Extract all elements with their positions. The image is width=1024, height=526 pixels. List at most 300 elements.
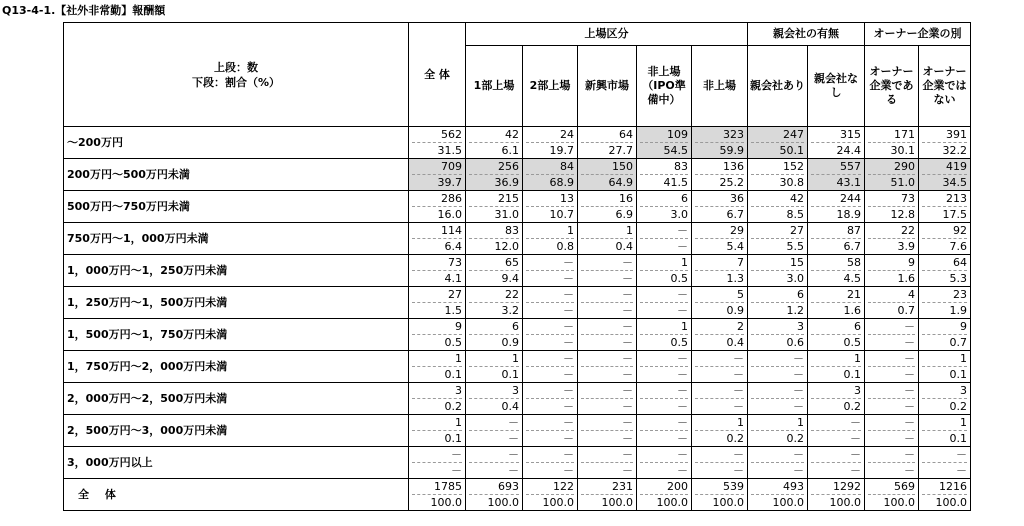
data-cell [748,191,808,223]
cell-count: － [563,448,574,461]
cell-percent: 0.2 [695,430,744,446]
cell-count: － [956,448,967,461]
data-cell [523,479,578,511]
data-cell [578,415,637,447]
cell-percent: 1.9 [922,302,967,318]
cell-count: 6 [512,320,519,333]
cell-count: － [622,384,633,397]
cell-count: 231 [612,480,633,493]
table-row [64,351,971,383]
cell-percent: － [640,302,688,318]
data-cell [748,319,808,351]
cell-count: 1 [681,320,688,333]
data-cell [409,415,466,447]
col-header-total: 全 体 [409,23,466,127]
cell-count: 200 [667,480,688,493]
cell-percent: 31.5 [412,142,462,158]
cell-count: 150 [612,160,633,173]
data-cell [919,319,971,351]
cell-percent: － [640,366,688,382]
table-row [64,191,971,223]
cell-count: 1 [455,416,462,429]
data-cell [409,255,466,287]
cell-count: 73 [448,256,462,269]
data-cell [637,191,692,223]
cell-percent: － [868,398,915,414]
data-cell [578,479,637,511]
cell-percent: － [640,398,688,414]
cell-count: － [677,288,688,301]
cell-count: 213 [946,192,967,205]
data-cell [919,383,971,415]
data-cell [578,287,637,319]
cell-percent: 54.5 [640,142,688,158]
cell-count: 92 [953,224,967,237]
cell-percent: 27.7 [581,142,633,158]
data-cell [637,479,692,511]
cell-percent: 0.4 [695,334,744,350]
data-cell [523,383,578,415]
cell-count: 1 [854,352,861,365]
data-cell [466,319,523,351]
cell-percent: 51.0 [868,174,915,190]
data-cell [748,127,808,159]
cell-percent: － [868,430,915,446]
data-cell [692,127,748,159]
data-cell [409,127,466,159]
data-cell [523,351,578,383]
cell-percent: 41.5 [640,174,688,190]
row-label: 1，000万円～1，250万円未満 [64,255,409,287]
group-header-parent: 親会社の有無 [748,23,865,46]
data-cell [748,383,808,415]
cell-count: － [622,352,633,365]
cell-count: － [793,384,804,397]
cell-percent: 6.4 [412,238,462,254]
cell-count: 391 [946,128,967,141]
data-cell [808,351,865,383]
row-label: 1，250万円～1，500万円未満 [64,287,409,319]
cell-percent: － [751,366,804,382]
table-row [64,447,971,479]
cell-percent: － [581,430,633,446]
cell-percent: 64.9 [581,174,633,190]
cell-count: 83 [674,160,688,173]
cell-percent: 0.1 [412,366,462,382]
cell-count: － [677,224,688,237]
data-cell [748,415,808,447]
cell-percent: 6.7 [811,238,861,254]
cell-count: 6 [681,192,688,205]
data-cell [748,351,808,383]
cell-count: 9 [960,320,967,333]
cell-count: － [677,384,688,397]
cell-percent: 3.2 [469,302,519,318]
data-cell [578,383,637,415]
cell-percent: 0.9 [695,302,744,318]
data-cell [409,351,466,383]
cell-count: 539 [723,480,744,493]
cell-count: 557 [840,160,861,173]
cell-percent: 100.0 [581,494,633,510]
cell-count: － [850,416,861,429]
cell-count: － [563,352,574,365]
data-cell [808,191,865,223]
cell-percent: 0.7 [868,302,915,318]
data-cell [637,415,692,447]
compensation-table [63,22,971,511]
cell-percent: － [868,334,915,350]
cell-count: 36 [730,192,744,205]
cell-percent: 0.5 [811,334,861,350]
cell-percent: 0.4 [581,238,633,254]
data-cell [808,159,865,191]
cell-count: 42 [505,128,519,141]
data-cell [808,479,865,511]
cell-count: 7 [737,256,744,269]
cell-count: － [451,448,462,461]
col-header-emerging: 新興市場 [578,46,637,127]
cell-percent: － [581,398,633,414]
cell-count: 21 [847,288,861,301]
data-cell [865,319,919,351]
cell-count: 27 [790,224,804,237]
cell-percent: 68.9 [526,174,574,190]
cell-percent: 43.1 [811,174,861,190]
col-header-owner-yes: オーナー企業である [865,46,919,127]
cell-percent: － [526,398,574,414]
cell-percent: 10.7 [526,206,574,222]
table-row [64,319,971,351]
cell-percent: － [922,462,967,478]
cell-count: 1 [960,416,967,429]
data-cell [865,223,919,255]
cell-count: 73 [901,192,915,205]
data-cell [523,159,578,191]
cell-count: 65 [505,256,519,269]
data-cell [578,191,637,223]
data-cell [466,159,523,191]
row-label: 3，000万円以上 [64,447,409,479]
cell-percent: 100.0 [469,494,519,510]
data-cell [808,127,865,159]
cell-percent: 39.7 [412,174,462,190]
cell-percent: 0.7 [922,334,967,350]
cell-count: 27 [448,288,462,301]
cell-percent: － [526,366,574,382]
row-label: 750万円～1，000万円未満 [64,223,409,255]
cell-count: 693 [498,480,519,493]
cell-percent: － [469,462,519,478]
cell-percent: 1.6 [868,270,915,286]
cell-count: 29 [730,224,744,237]
cell-count: 1 [512,352,519,365]
cell-count: 15 [790,256,804,269]
data-cell [919,447,971,479]
cell-count: 493 [783,480,804,493]
cell-percent: 100.0 [922,494,967,510]
data-cell [637,351,692,383]
cell-count: 23 [953,288,967,301]
cell-count: 1 [681,256,688,269]
data-cell [409,223,466,255]
data-cell [808,447,865,479]
table-row [64,383,971,415]
data-cell [692,223,748,255]
table-row [64,127,971,159]
cell-percent: 34.5 [922,174,967,190]
cell-count: － [904,320,915,333]
cell-percent: － [469,430,519,446]
cell-percent: － [526,334,574,350]
cell-count: － [904,448,915,461]
cell-count: 9 [908,256,915,269]
data-cell [748,159,808,191]
data-cell [578,127,637,159]
cell-count: 1 [797,416,804,429]
col-header-parent-no: 親会社なし [808,46,865,127]
cell-count: 22 [505,288,519,301]
cell-percent: 6.9 [581,206,633,222]
data-cell [523,191,578,223]
cell-count: 290 [894,160,915,173]
cell-count: 87 [847,224,861,237]
cell-count: 3 [960,384,967,397]
cell-percent: 0.1 [412,430,462,446]
data-cell [466,127,523,159]
cell-count: 42 [790,192,804,205]
cell-percent: 0.2 [751,430,804,446]
data-cell [692,287,748,319]
cell-percent: 4.5 [811,270,861,286]
data-cell [748,255,808,287]
data-cell [692,383,748,415]
data-cell [637,383,692,415]
cell-percent: － [526,302,574,318]
data-cell [637,319,692,351]
data-cell [919,223,971,255]
data-cell [919,159,971,191]
cell-count: 5 [737,288,744,301]
cell-count: － [677,352,688,365]
data-cell [409,159,466,191]
cell-count: 1216 [939,480,967,493]
cell-count: 286 [441,192,462,205]
row-label: 500万円～750万円未満 [64,191,409,223]
data-cell [808,287,865,319]
data-cell [808,223,865,255]
data-cell [466,383,523,415]
cell-count: 709 [441,160,462,173]
cell-percent: 3.0 [751,270,804,286]
cell-count: － [622,416,633,429]
data-cell [466,223,523,255]
cell-count: － [508,416,519,429]
cell-percent: 100.0 [695,494,744,510]
cell-percent: 0.1 [469,366,519,382]
col-header-parent-yes: 親会社あり [748,46,808,127]
cell-percent: 18.9 [811,206,861,222]
cell-percent: 12.0 [469,238,519,254]
data-cell [578,223,637,255]
cell-count: 6 [854,320,861,333]
data-cell [409,383,466,415]
cell-percent: 5.4 [695,238,744,254]
data-cell [865,415,919,447]
cell-percent: 0.4 [469,398,519,414]
cell-percent: 0.2 [922,398,967,414]
cell-count: 247 [783,128,804,141]
cell-percent: 6.1 [469,142,519,158]
cell-percent: 0.5 [640,334,688,350]
data-cell [865,191,919,223]
cell-count: 2 [737,320,744,333]
cell-percent: 0.2 [811,398,861,414]
cell-percent: － [581,334,633,350]
data-cell [578,319,637,351]
cell-count: － [563,416,574,429]
cell-percent: 4.1 [412,270,462,286]
data-cell [808,415,865,447]
col-header-owner-no: オーナー企業ではない [919,46,971,127]
cell-count: － [793,448,804,461]
cell-count: － [622,320,633,333]
cell-count: － [563,384,574,397]
cell-count: 323 [723,128,744,141]
data-cell [466,351,523,383]
data-cell [466,415,523,447]
data-cell [578,351,637,383]
cell-count: － [677,448,688,461]
data-cell [919,255,971,287]
data-cell [466,255,523,287]
data-cell [919,479,971,511]
cell-percent: 100.0 [868,494,915,510]
data-cell [692,191,748,223]
group-header-owner: オーナー企業の別 [865,23,971,46]
total-row [64,479,971,511]
data-cell [865,383,919,415]
cell-count: 6 [797,288,804,301]
data-cell [523,447,578,479]
cell-count: 171 [894,128,915,141]
cell-percent: 16.0 [412,206,462,222]
cell-count: － [733,384,744,397]
legend-line-1: 上段：数 [214,60,258,74]
data-cell [523,127,578,159]
cell-percent: 30.8 [751,174,804,190]
cell-percent: － [640,430,688,446]
cell-percent: 100.0 [751,494,804,510]
cell-percent: 19.7 [526,142,574,158]
data-cell [692,159,748,191]
data-cell [523,415,578,447]
cell-count: － [622,288,633,301]
cell-count: 3 [797,320,804,333]
cell-count: 1 [737,416,744,429]
data-cell [523,255,578,287]
data-cell [409,447,466,479]
col-header-second-section: 2部上場 [523,46,578,127]
cell-count: － [904,384,915,397]
data-cell [748,223,808,255]
table-row [64,223,971,255]
cell-count: 419 [946,160,967,173]
data-cell [865,479,919,511]
cell-percent: － [526,430,574,446]
data-cell [919,351,971,383]
cell-percent: 1.6 [811,302,861,318]
cell-count: 13 [560,192,574,205]
row-label: 2，500万円～3，000万円未満 [64,415,409,447]
legend-line-2: 下段：割合（%） [191,75,281,89]
cell-percent: － [751,462,804,478]
cell-count: － [622,256,633,269]
data-cell [748,287,808,319]
cell-count: 569 [894,480,915,493]
data-cell [578,255,637,287]
cell-percent: － [695,462,744,478]
cell-percent: － [811,430,861,446]
row-label: ～200万円 [64,127,409,159]
cell-count: 256 [498,160,519,173]
table-row [64,159,971,191]
cell-count: 3 [512,384,519,397]
cell-percent: 1.2 [751,302,804,318]
data-cell [637,447,692,479]
data-cell [865,127,919,159]
cell-percent: 0.5 [640,270,688,286]
cell-count: 122 [553,480,574,493]
cell-percent: 9.4 [469,270,519,286]
data-cell [748,479,808,511]
data-cell [523,223,578,255]
col-header-unlisted-ipo: 非上場（IPO準備中） [637,46,692,127]
data-cell [578,447,637,479]
cell-count: 3 [854,384,861,397]
cell-percent: 6.7 [695,206,744,222]
cell-percent: 50.1 [751,142,804,158]
row-label: 全 体 [64,479,409,511]
data-cell [637,287,692,319]
cell-percent: 0.5 [412,334,462,350]
cell-count: － [563,288,574,301]
data-cell [808,383,865,415]
cell-count: 244 [840,192,861,205]
cell-count: 215 [498,192,519,205]
data-cell [919,127,971,159]
cell-count: 1292 [833,480,861,493]
data-cell [865,351,919,383]
row-label: 1，500万円～1，750万円未満 [64,319,409,351]
cell-count: 136 [723,160,744,173]
cell-percent: － [581,462,633,478]
cell-percent: － [751,398,804,414]
cell-percent: 12.8 [868,206,915,222]
row-label: 200万円～500万円未満 [64,159,409,191]
cell-percent: － [695,398,744,414]
cell-percent: 100.0 [526,494,574,510]
cell-count: 64 [953,256,967,269]
col-header-first-section: 1部上場 [466,46,523,127]
data-cell [919,415,971,447]
cell-count: 83 [505,224,519,237]
cell-count: 84 [560,160,574,173]
cell-count: 24 [560,128,574,141]
cell-percent: 0.1 [922,366,967,382]
cell-count: 562 [441,128,462,141]
table-row [64,415,971,447]
